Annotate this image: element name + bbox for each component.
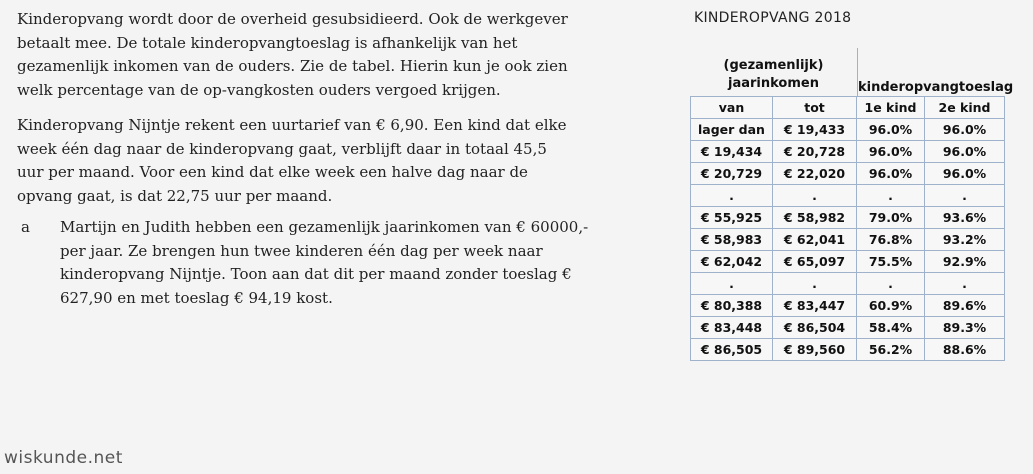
- table-title: KINDEROPVANG 2018: [694, 10, 852, 26]
- cell-1e-kind: .: [857, 185, 925, 207]
- cell-tot: € 62,041: [773, 229, 857, 251]
- cell-2e-kind: 89.3%: [925, 317, 1005, 339]
- cell-van: € 55,925: [691, 207, 773, 229]
- cell-tot: € 22,020: [773, 163, 857, 185]
- cell-van: € 86,505: [691, 339, 773, 361]
- cell-2e-kind: 96.0%: [925, 163, 1005, 185]
- question-text: Martijn en Judith hebben een gezamenlijk jaarinkomen van € 60000,- per jaar. Ze brengen hun twee kinderen één dag per week naar kinderopvang Nijntje. Toon aan dat dit per maand zonder toeslag € 627,90 en met toeslag € 94,19 kost.: [60, 218, 589, 307]
- table-row: [691, 185, 1005, 207]
- cell-2e-kind: .: [925, 273, 1005, 295]
- table-row: [691, 251, 1005, 273]
- cell-2e-kind: 89.6%: [925, 295, 1005, 317]
- group-header-toeslag: kinderopvangtoeslag: [858, 80, 1014, 95]
- cell-van: € 20,729: [691, 163, 773, 185]
- table-row: [691, 273, 1005, 295]
- cell-tot: .: [773, 273, 857, 295]
- cell-1e-kind: 56.2%: [857, 339, 925, 361]
- cell-van: € 83,448: [691, 317, 773, 339]
- site-watermark: wiskunde.net: [4, 448, 123, 468]
- cell-1e-kind: 60.9%: [857, 295, 925, 317]
- cell-tot: € 83,447: [773, 295, 857, 317]
- cell-van: € 80,388: [691, 295, 773, 317]
- cell-1e-kind: 75.5%: [857, 251, 925, 273]
- table-row: [691, 229, 1005, 251]
- cell-1e-kind: .: [857, 273, 925, 295]
- cell-2e-kind: 96.0%: [925, 141, 1005, 163]
- header-van: van: [691, 97, 773, 119]
- cell-van: .: [691, 185, 773, 207]
- table-row: [691, 163, 1005, 185]
- cell-van: € 62,042: [691, 251, 773, 273]
- header-2e-kind: 2e kind: [925, 97, 1005, 119]
- cell-2e-kind: 88.6%: [925, 339, 1005, 361]
- table-header-row: [691, 97, 1005, 119]
- cell-1e-kind: 76.8%: [857, 229, 925, 251]
- cell-van: .: [691, 273, 773, 295]
- table-row: [691, 207, 1005, 229]
- cell-tot: € 20,728: [773, 141, 857, 163]
- cell-1e-kind: 96.0%: [857, 163, 925, 185]
- toeslag-table: [690, 96, 1005, 361]
- cell-tot: € 19,433: [773, 119, 857, 141]
- intro-paragraph: Kinderopvang wordt door de overheid gesubsidieerd. Ook de werkgever betaalt mee. De totale kinderopvangtoeslag is afhankelijk van het gezamenlijk inkomen van de ouders. Zie de tabel. Hierin kun je ook zien welk percentage van de op-vangkosten ouders vergoed krijgen.: [17, 10, 568, 99]
- header-tot: tot: [773, 97, 857, 119]
- cell-2e-kind: 96.0%: [925, 119, 1005, 141]
- table-row: [691, 141, 1005, 163]
- cell-2e-kind: 92.9%: [925, 251, 1005, 273]
- table-row: [691, 119, 1005, 141]
- cell-tot: € 86,504: [773, 317, 857, 339]
- tarief-paragraph: Kinderopvang Nijntje rekent een uurtarief van € 6,90. Een kind dat elke week één dag naar de kinderopvang gaat, verblijft daar in totaal 45,5 uur per maand. Voor een kind dat elke week een halve dag naar de opvang gaat, is dat 22,75 uur per maand.: [17, 116, 567, 205]
- cell-1e-kind: 96.0%: [857, 141, 925, 163]
- cell-van: lager dan: [691, 119, 773, 141]
- cell-tot: € 89,560: [773, 339, 857, 361]
- cell-2e-kind: 93.6%: [925, 207, 1005, 229]
- table-row: [691, 339, 1005, 361]
- header-1e-kind: 1e kind: [857, 97, 925, 119]
- cell-tot: .: [773, 185, 857, 207]
- table-row: [691, 317, 1005, 339]
- cell-2e-kind: 93.2%: [925, 229, 1005, 251]
- cell-van: € 19,434: [691, 141, 773, 163]
- group-header-income: (gezamenlijk) jaarinkomen: [723, 58, 824, 91]
- cell-tot: € 58,982: [773, 207, 857, 229]
- cell-1e-kind: 58.4%: [857, 317, 925, 339]
- question-label: a: [21, 218, 30, 236]
- cell-2e-kind: .: [925, 185, 1005, 207]
- cell-1e-kind: 79.0%: [857, 207, 925, 229]
- cell-tot: € 65,097: [773, 251, 857, 273]
- table-row: [691, 295, 1005, 317]
- cell-1e-kind: 96.0%: [857, 119, 925, 141]
- cell-van: € 58,983: [691, 229, 773, 251]
